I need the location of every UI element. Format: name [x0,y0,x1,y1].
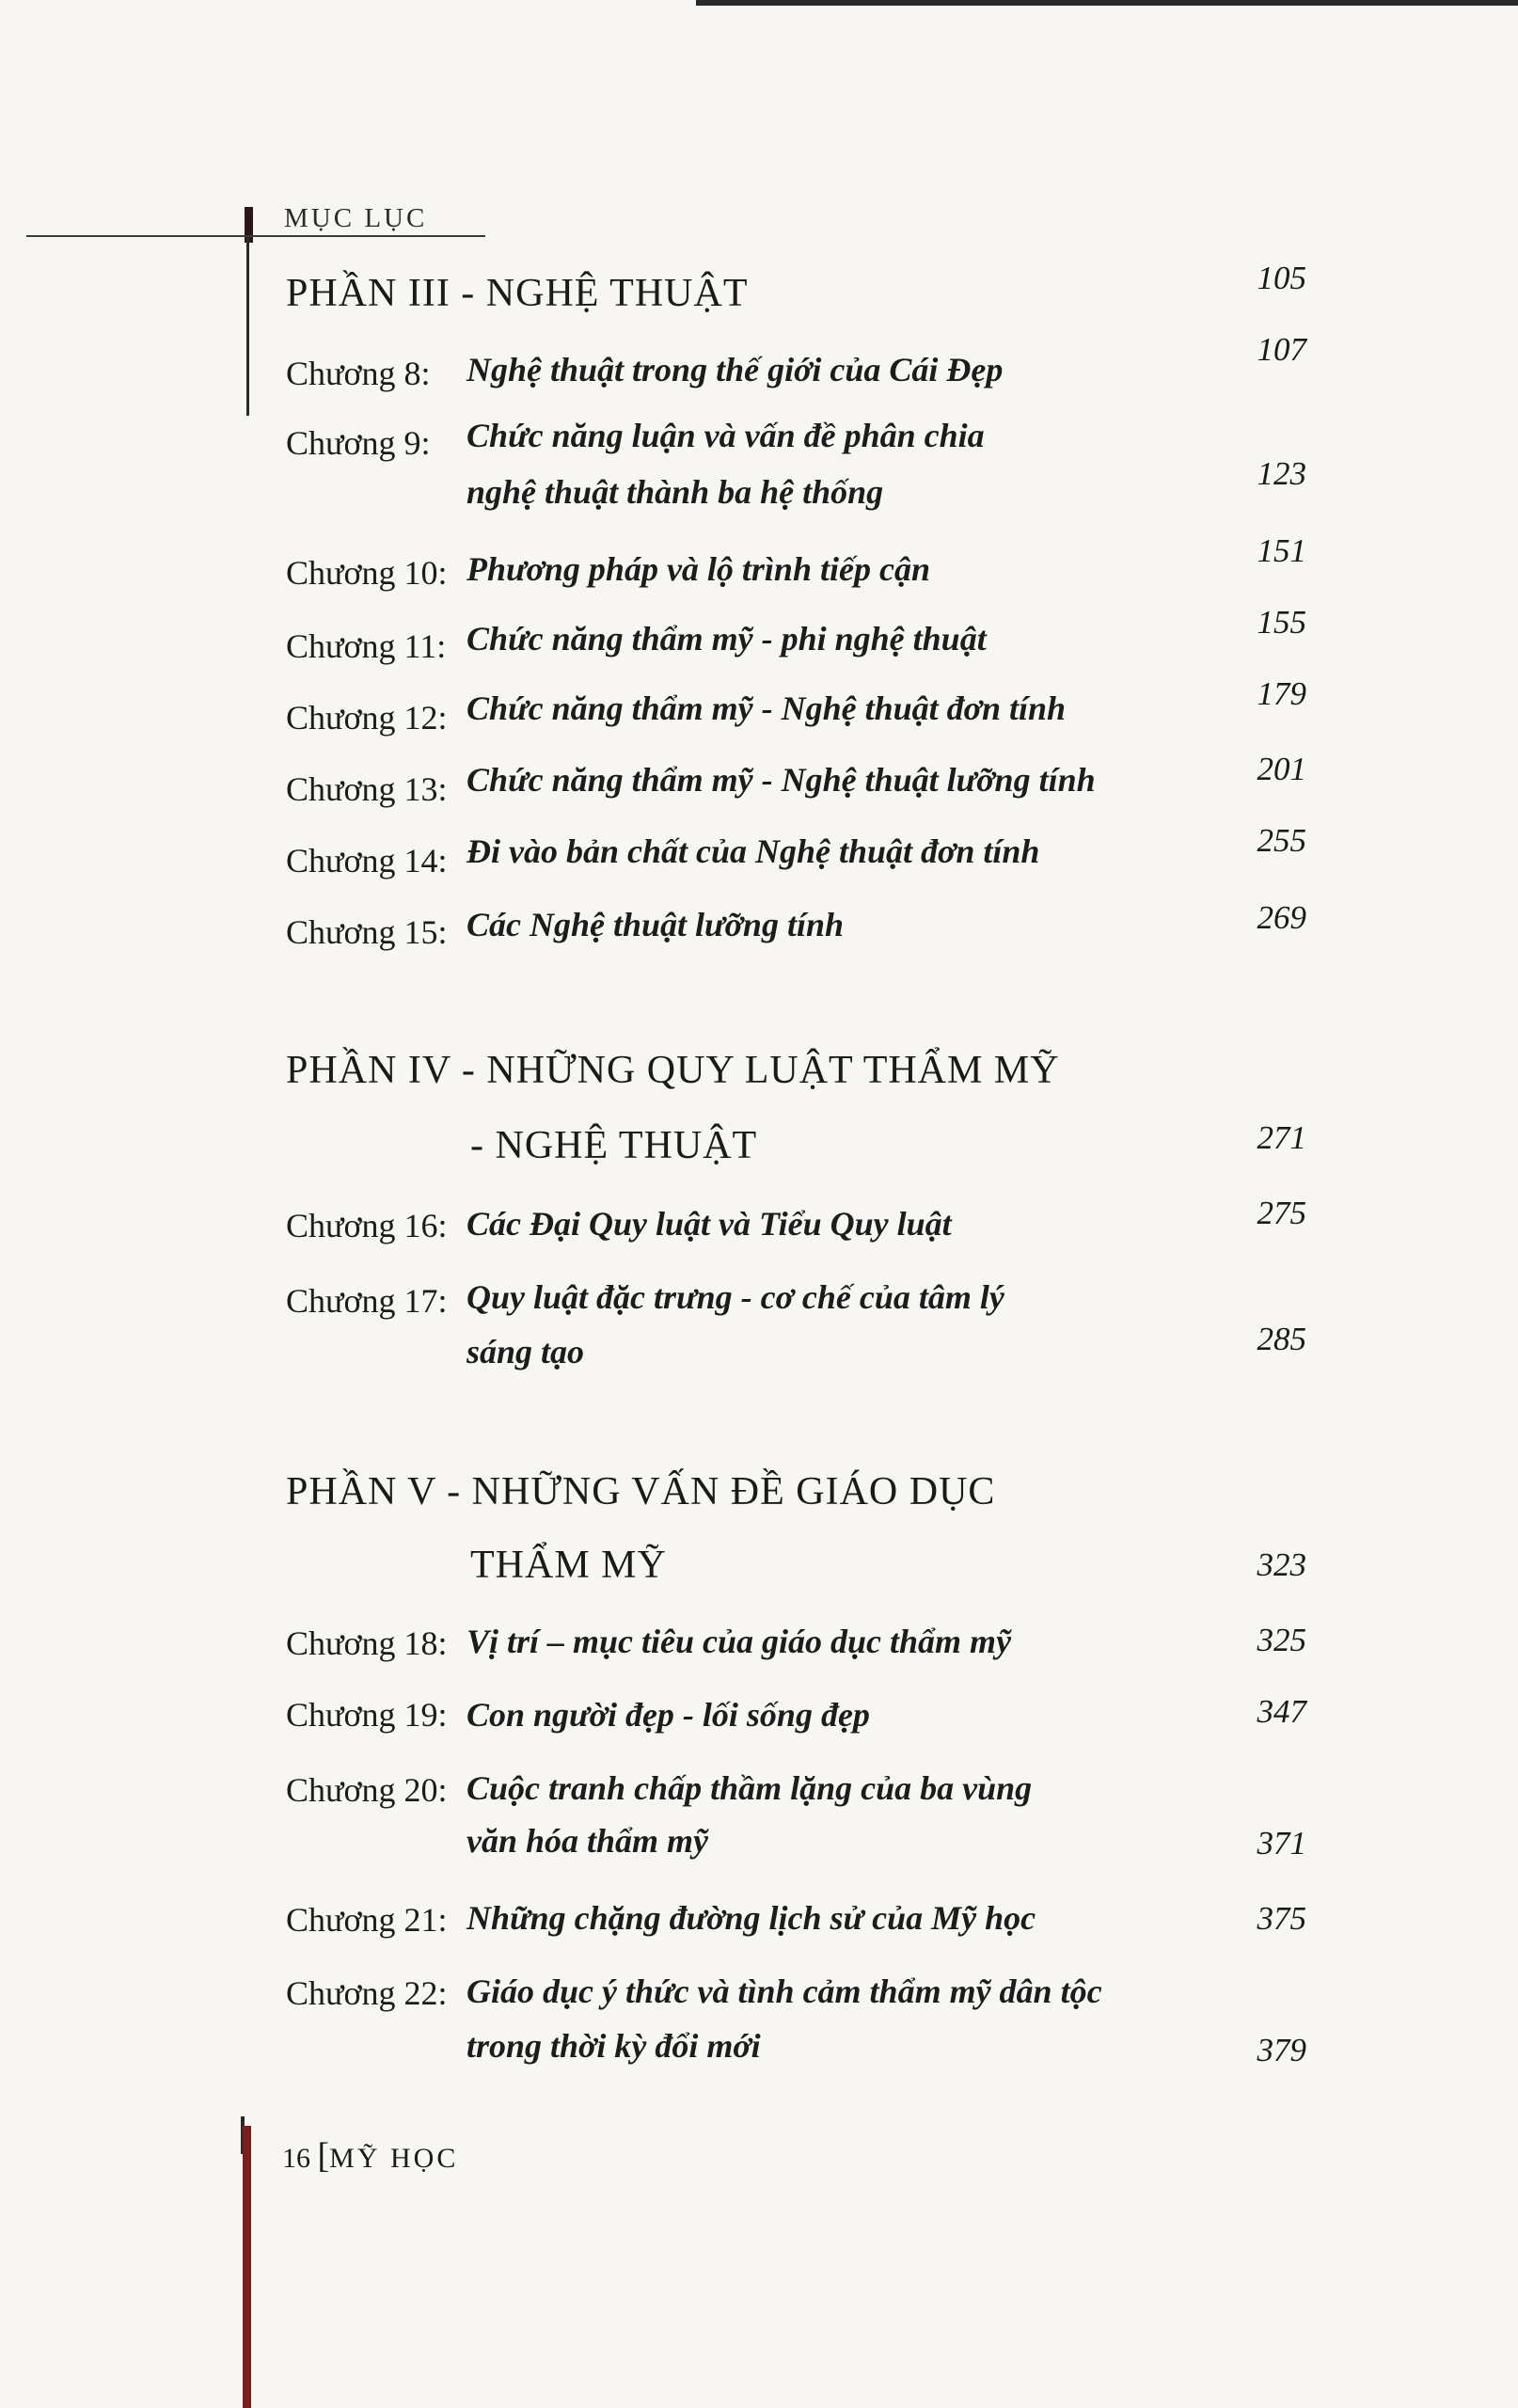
chapter-label: Chương 16: [286,1207,448,1244]
chapter-label: Chương 12: [286,699,448,737]
section-page-part-3: 105 [1257,260,1306,296]
chapter-label: Chương 13: [286,770,448,808]
chapter-page: 325 [1257,1622,1306,1658]
section-title-part-5-continued: THẨM MỸ [470,1544,667,1587]
chapter-title-continued: nghệ thuật thành ba hệ thống [466,473,884,511]
folio [282,2135,458,2177]
chapter-title: Chức năng thẩm mỹ - Nghệ thuật lưỡng tính [466,761,1096,799]
chapter-label: Chương 11: [286,627,447,665]
chapter-page: 347 [1257,1693,1306,1730]
chapter-page: 155 [1257,604,1306,641]
section-page-part-5: 323 [1257,1546,1306,1583]
chapter-title: Cuộc tranh chấp thầm lặng của ba vùng [466,1769,1033,1807]
chapter-page: 123 [1257,455,1306,492]
book-title: MỸ HỌC [329,2143,459,2174]
chapter-title: Quy luật đặc trưng - cơ chế của tâm lý [466,1278,1004,1316]
header-vertical-rule [246,237,249,416]
chapter-label: Chương 9: [286,424,431,462]
chapter-title: Giáo dục ý thức và tình cảm thẩm mỹ dân tộc [466,1972,1102,2010]
running-head: MỤC LỤC [284,203,428,233]
chapter-title: Vị trí – mục tiêu của giáo dục thẩm mỹ [466,1623,1012,1660]
folio-number: 16 [282,2143,310,2174]
chapter-page: 151 [1257,532,1306,569]
chapter-title: Những chặng đường lịch sử của Mỹ học [466,1899,1036,1937]
chapter-label: Chương 10: [286,554,448,592]
chapter-title: Phương pháp và lộ trình tiếp cận [466,550,930,588]
chapter-page: 255 [1257,822,1306,859]
chapter-page: 285 [1257,1321,1306,1357]
section-title-part-4-continued: - NGHỆ THUẬT [470,1124,758,1167]
chapter-title: Đi vào bản chất của Nghệ thuật đơn tính [466,832,1040,870]
chapter-label: Chương 22: [286,1974,448,2012]
chapter-page: 275 [1257,1195,1306,1231]
footer-accent-bar [243,2126,251,2408]
section-title-part-3: PHẦN III - NGHỆ THUẬT [286,272,749,315]
chapter-title: Chức năng thẩm mỹ - phi nghệ thuật [466,620,987,657]
chapter-page: 375 [1257,1900,1306,1937]
section-title-part-4: PHẦN IV - NHỮNG QUY LUẬT THẨM MỸ [286,1049,1060,1092]
chapter-title-continued: văn hóa thẩm mỹ [466,1822,709,1860]
chapter-label: Chương 19: [286,1696,448,1734]
header-rule [26,235,485,237]
chapter-label: Chương 20: [286,1771,448,1809]
chapter-page: 269 [1257,899,1306,936]
folio-bracket: [ [317,2136,330,2176]
chapter-title: Chức năng thẩm mỹ - Nghệ thuật đơn tính [466,689,1067,727]
chapter-title-continued: sáng tạo [466,1333,585,1370]
chapter-label: Chương 8: [286,355,431,392]
chapter-title: Các Nghệ thuật lưỡng tính [466,906,844,943]
chapter-page: 371 [1257,1825,1306,1861]
top-edge-strip [696,0,1518,6]
chapter-title: Các Đại Quy luật và Tiểu Quy luật [466,1205,952,1243]
chapter-title-continued: trong thời kỳ đổi mới [466,2027,761,2065]
section-title-part-5: PHẦN V - NHỮNG VẤN ĐỀ GIÁO DỤC [286,1470,996,1513]
chapter-label: Chương 15: [286,913,448,951]
chapter-label: Chương 21: [286,1901,448,1939]
section-page-part-4: 271 [1257,1119,1306,1156]
chapter-page: 107 [1257,331,1306,368]
chapter-title: Con người đẹp - lối sống đẹp [466,1696,870,1734]
chapter-page: 179 [1257,675,1306,712]
chapter-label: Chương 18: [286,1624,448,1662]
chapter-label: Chương 14: [286,842,448,879]
chapter-title: Chức năng luận và vấn đề phân chia [466,417,985,454]
chapter-title: Nghệ thuật trong thế giới của Cái Đẹp [466,351,1004,388]
chapter-page: 379 [1257,2032,1306,2068]
chapter-page: 201 [1257,751,1306,787]
chapter-label: Chương 17: [286,1282,448,1320]
